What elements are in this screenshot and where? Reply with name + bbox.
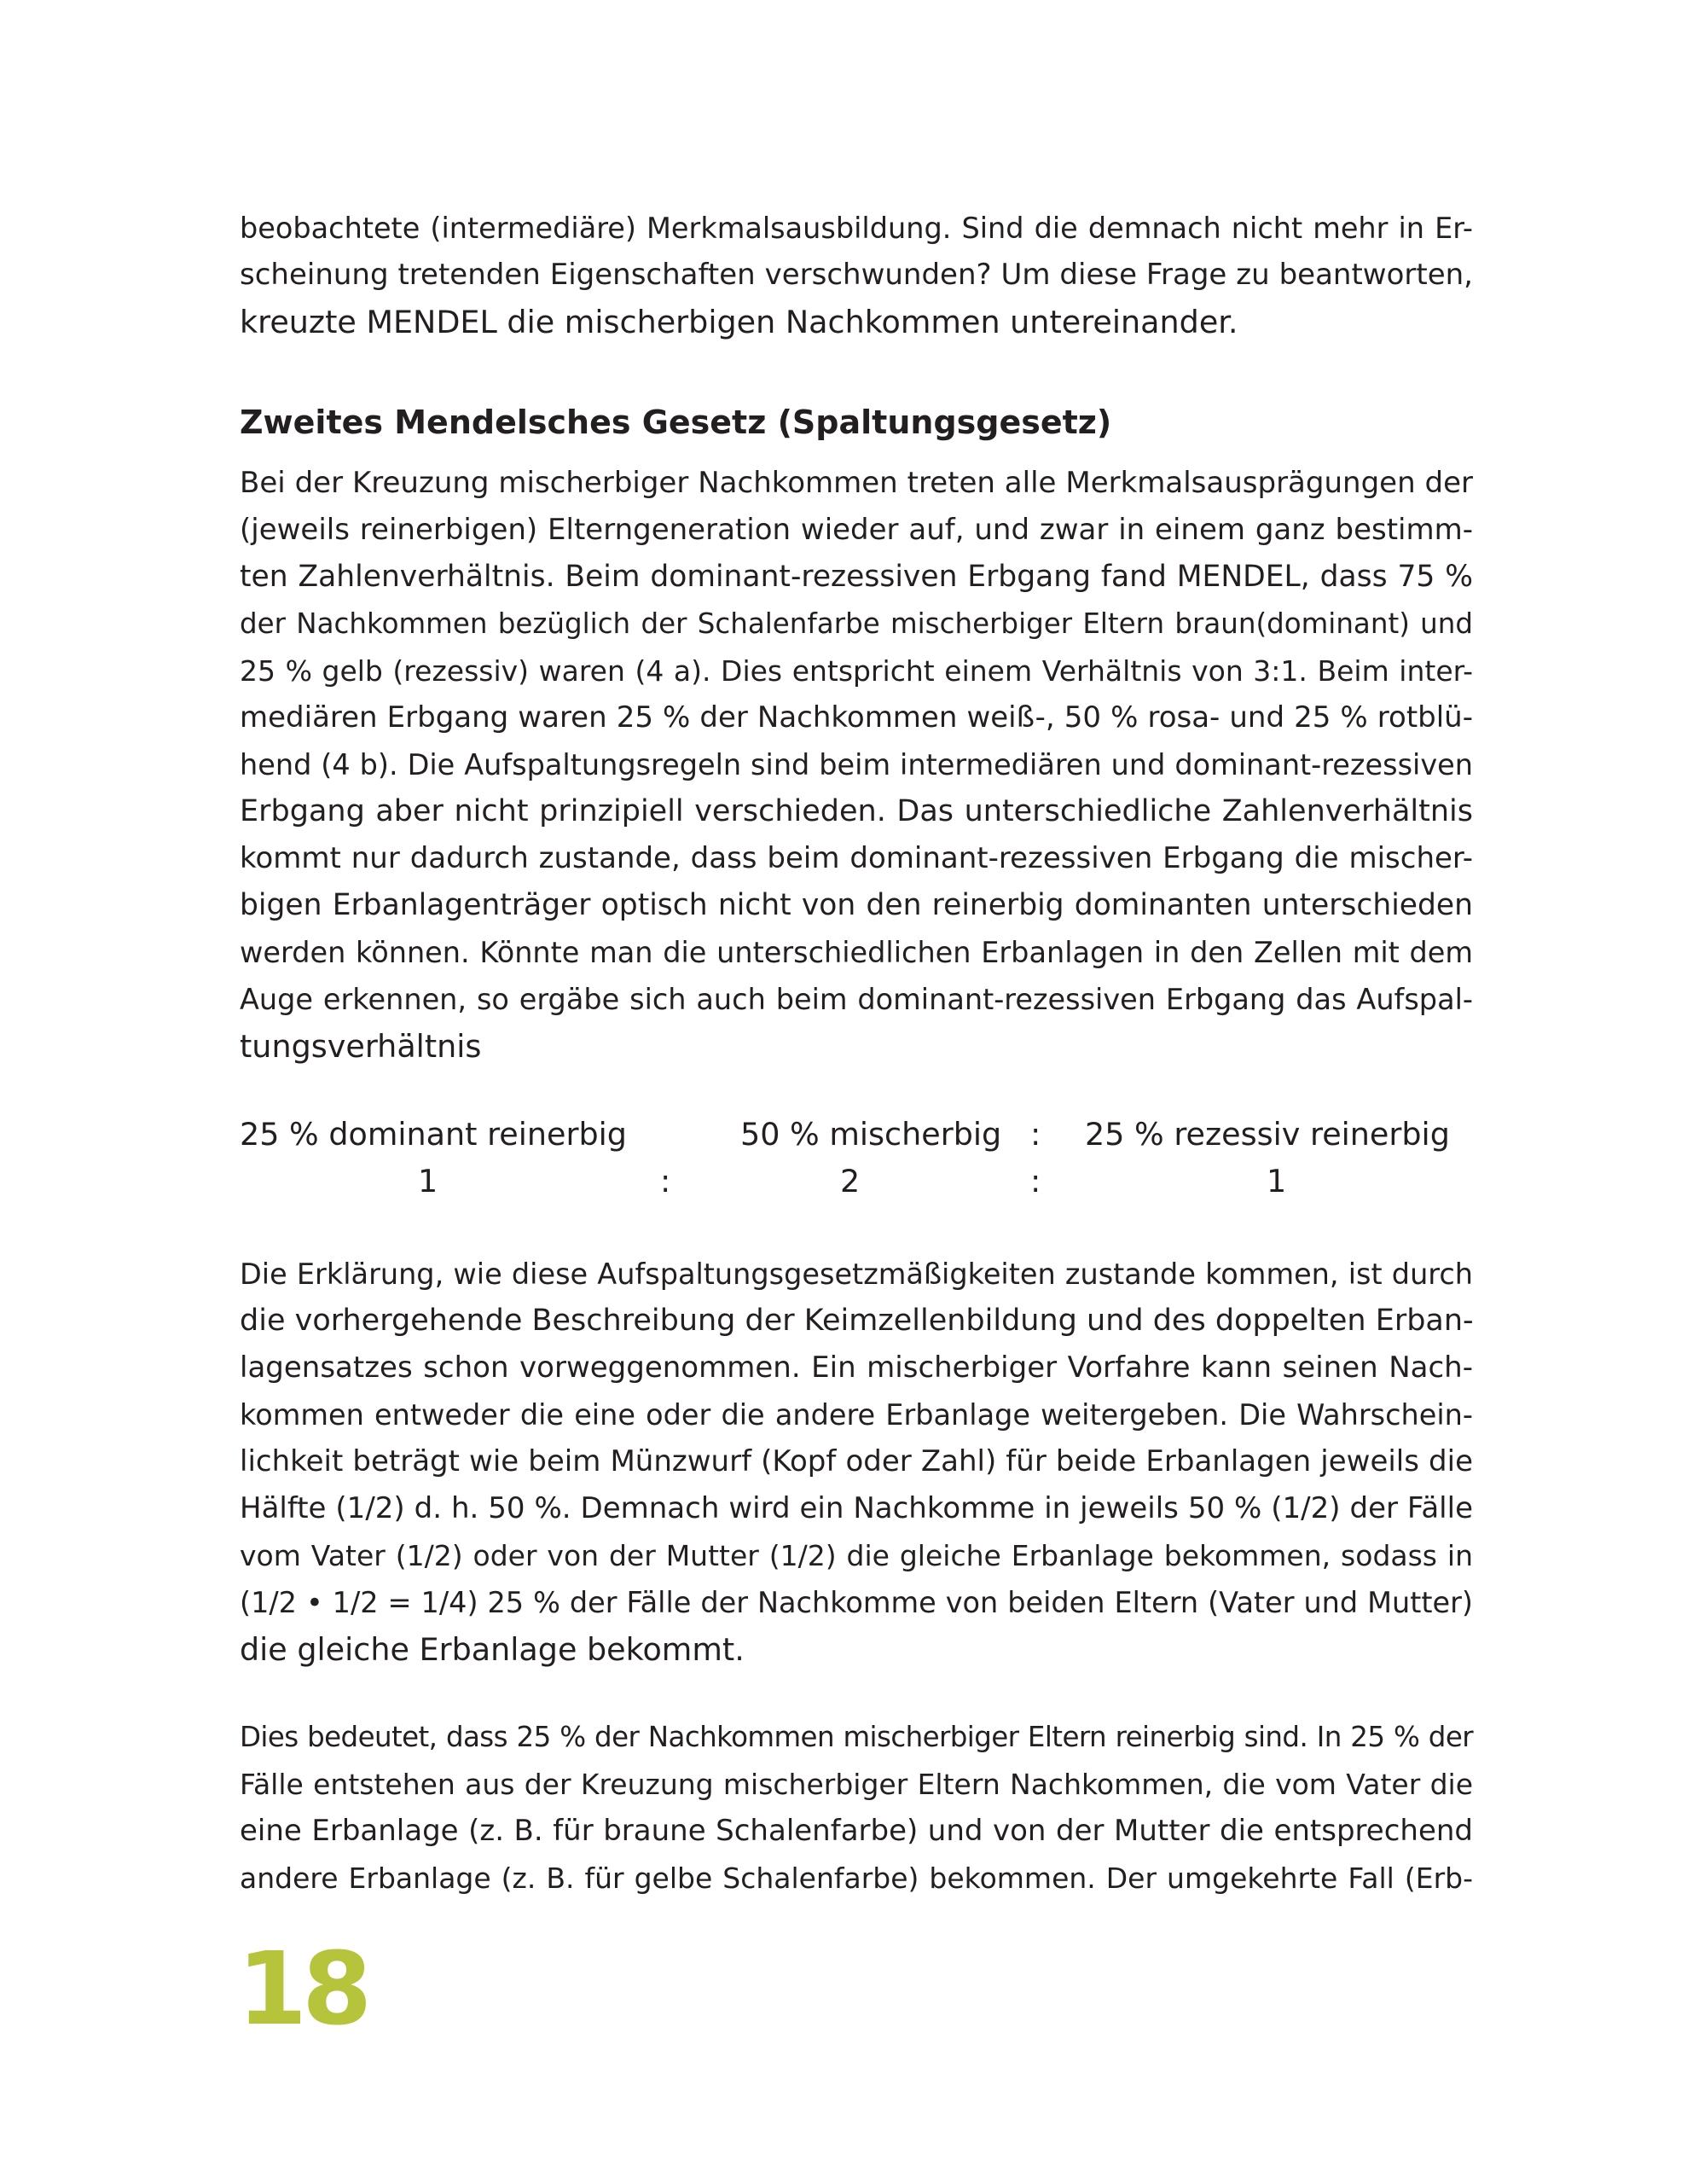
- text-line: Erbgang aber nicht prinzipiell verschieden. Das unterschiedliche Zahlenverhältnis: [240, 794, 1473, 828]
- text-line: mediären Erbgang waren 25 % der Nachkommen weiß-, 50 % rosa- und 25 % rotblü-: [240, 700, 1473, 735]
- ratio-mixed-label: 50 % mischerbig: [740, 1116, 1002, 1153]
- text-line: hend (4 b). Die Aufspaltungsregeln sind beim intermediären und dominant-rezessiven: [240, 748, 1473, 781]
- text-line: (jeweils reinerbigen) Elterngeneration wieder auf, und zwar in einem ganz bestimm-: [240, 513, 1473, 547]
- text-line: Bei der Kreuzung mischerbiger Nachkommen treten alle Merkmalsausprägungen der: [240, 466, 1473, 500]
- text-line: lagensatzes schon vorweggenommen. Ein mischerbiger Vorfahre kann seinen Nach-: [240, 1350, 1473, 1385]
- text-line: eine Erbanlage (z. B. für braune Schalenfarbe) und von der Mutter die entsprechend: [240, 1814, 1473, 1848]
- ratio-separator: :: [1030, 1116, 1041, 1153]
- text-line: ten Zahlenverhältnis. Beim dominant-rezessiven Erbgang fand MENDEL, dass 75 %: [240, 560, 1473, 594]
- text-line: lichkeit beträgt wie beim Münzwurf (Kopf oder Zahl) für beide Erbanlagen jeweils die: [240, 1444, 1473, 1478]
- text-line: (1/2 • 1/2 = 1/4) 25 % der Fälle der Nachkomme von beiden Eltern (Vater und Mutter): [240, 1586, 1473, 1619]
- text-line: der Nachkommen bezüglich der Schalenfarbe mischerbiger Eltern braun(dominant) und: [240, 607, 1473, 640]
- text-line: Auge erkennen, so ergäbe sich auch beim dominant-rezessiven Erbgang das Aufspal-: [240, 983, 1473, 1016]
- text-line: kommt nur dadurch zustande, dass beim dominant-rezessiven Erbgang die mischer-: [240, 841, 1473, 875]
- ratio-number: 1: [418, 1163, 438, 1199]
- ratio-number: 1: [1267, 1163, 1287, 1199]
- text-line: andere Erbanlage (z. B. für gelbe Schalenfarbe) bekommen. Der umgekehrte Fall (Erb-: [240, 1862, 1473, 1895]
- ratio-labels-row: [0, 1111, 1693, 1158]
- text-line: bigen Erbanlagenträger optisch nicht von den reinerbig dominanten unterschieden: [240, 888, 1473, 922]
- text-line: vom Vater (1/2) oder von der Mutter (1/2) die gleiche Erbanlage bekommen, sodass in: [240, 1539, 1473, 1572]
- paragraph-spaltungsgesetz: [240, 460, 1473, 1070]
- text-line: Dies bedeutet, dass 25 % der Nachkommen mischerbiger Eltern reinerbig sind. In 25 % der: [240, 1721, 1473, 1753]
- paragraph-explanation: [240, 1251, 1473, 1673]
- paragraph-intro: [240, 205, 1473, 346]
- text-line: die gleiche Erbanlage bekommt.: [240, 1631, 745, 1668]
- ratio-dominant-label: 25 % dominant reinerbig: [240, 1116, 627, 1153]
- page-number: 18: [237, 1930, 368, 2048]
- text-line: kommen entweder die eine oder die andere Erbanlage weitergeben. Die Wahrschein-: [240, 1398, 1473, 1432]
- paragraph-conclusion: [240, 1714, 1473, 1902]
- ratio-recessive-label: 25 % rezessiv reinerbig: [1085, 1116, 1450, 1153]
- ratio-number: 2: [840, 1163, 861, 1199]
- ratio-separator: :: [1030, 1163, 1041, 1199]
- text-line: die vorhergehende Beschreibung der Keimzellenbildung und des doppelten Erban-: [240, 1304, 1474, 1338]
- text-line: Fälle entstehen aus der Kreuzung mischerbiger Eltern Nachkommen, die vom Vater die: [240, 1768, 1473, 1801]
- text-line: scheinung tretenden Eigenschaften verschwunden? Um diese Frage zu beantworten,: [240, 258, 1473, 292]
- text-line: Hälfte (1/2) d. h. 50 %. Demnach wird ein Nachkomme in jeweils 50 % (1/2) der Fälle: [240, 1491, 1473, 1525]
- text-line: Die Erklärung, wie diese Aufspaltungsgesetzmäßigkeiten zustande kommen, ist durch: [240, 1258, 1473, 1291]
- section-heading: Zweites Mendelsches Gesetz (Spaltungsgesetz): [240, 404, 1112, 441]
- ratio-separator: :: [660, 1163, 671, 1199]
- text-line: kreuzte MENDEL die mischerbigen Nachkommen untereinander.: [240, 304, 1238, 340]
- text-line: 25 % gelb (rezessiv) waren (4 a). Dies entspricht einem Verhältnis von 3:1. Beim inter-: [240, 654, 1473, 688]
- text-line: werden können. Könnte man die unterschiedlichen Erbanlagen in den Zellen mit dem: [240, 936, 1473, 969]
- text-line: tungsverhältnis: [240, 1028, 482, 1065]
- text-line: beobachtete (intermediäre) Merkmalsausbildung. Sind die demnach nicht mehr in Er-: [240, 212, 1473, 245]
- ratio-numbers-row: [0, 1158, 1693, 1205]
